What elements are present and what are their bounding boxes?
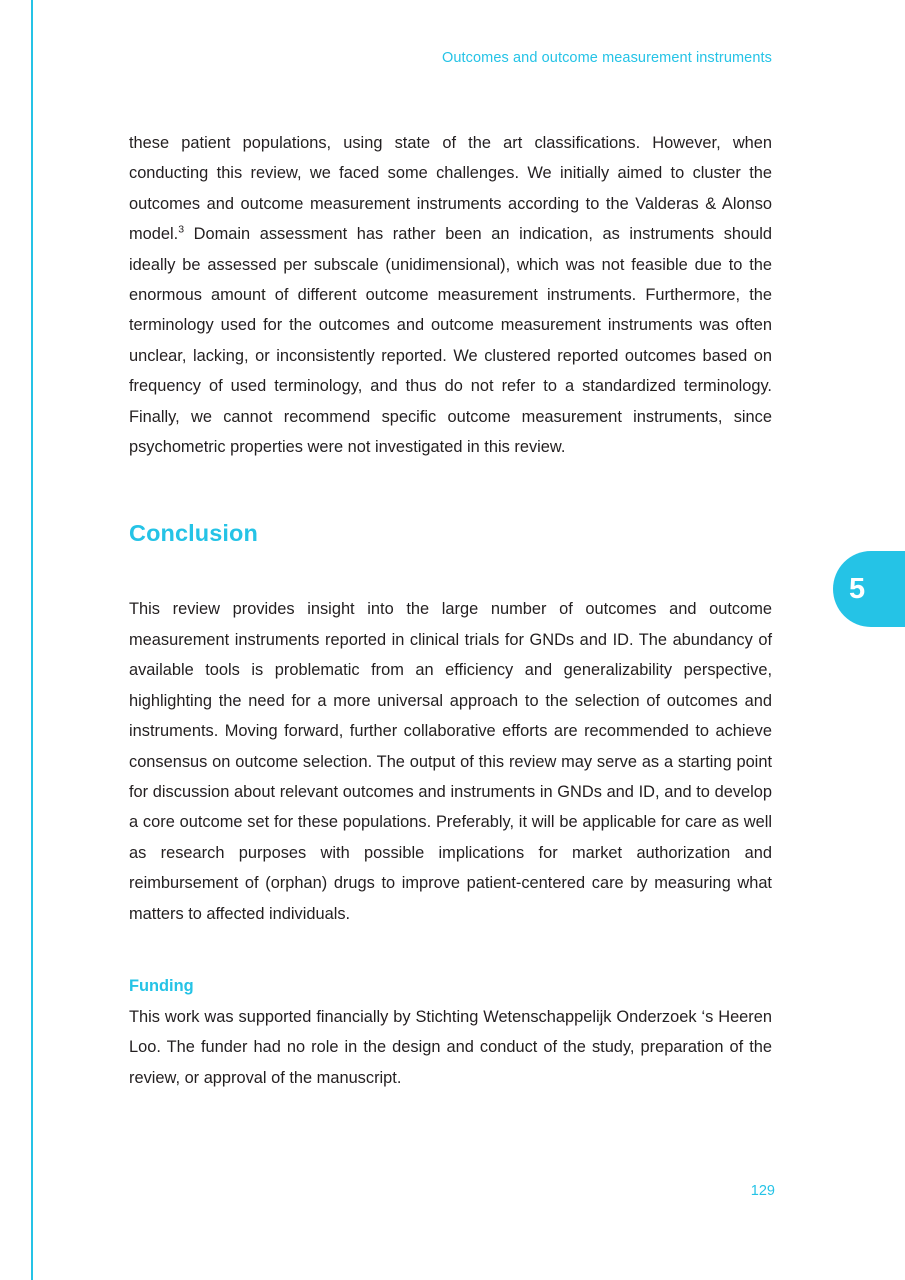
paragraph-funding: This work was supported financially by Stichting Wetenschappelijk Onderzoek ‘s Heeren Loo. The funder had no role in the design and conduct of the study, preparation of the review, or approval of the manuscript.	[129, 1007, 772, 1087]
page-number: 129	[750, 1183, 775, 1199]
paragraph-conclusion: This review provides insight into the large number of outcomes and outcome measurement instruments reported in clinical trials for GNDs and ID. The abundancy of available tools is problematic from an efficiency and generalizability perspective, highlighting the need for a more universal approach to the selection of outcomes and instruments. Moving forward, further collaborative efforts are recommended to achieve consensus on outcome selection. The output of this review may serve as a starting point for discussion about relevant outcomes and instruments in GNDs and ID, and to develop a core outcome set for these populations. Preferably, it will be applicable for care as well as research purposes with possible implications for market authorization and reimbursement of (orphan) drugs to improve patient-centered care by measuring what matters to affected individuals.	[129, 600, 772, 923]
paragraph-limitations-text-b: Domain assessment has rather been an indication, as instruments should ideally be assessed per subscale (unidimensional), which was not feasible due to the enormous amount of different outcome measurement instruments. Furthermore, the terminology used for the outcomes and outcome measurement instruments was often unclear, lacking, or inconsistently reported. We clustered reported outcomes based on frequency of used terminology, and thus do not refer to a standardized terminology. Finally, we cannot recommend specific outcome measurement instruments, since psychometric properties were not investigated in this review.	[129, 225, 772, 457]
spacer	[129, 929, 772, 977]
subsection-heading-funding: Funding	[129, 976, 194, 995]
paragraph-limitations	[129, 128, 772, 462]
running-head: Outcomes and outcome measurement instruments	[442, 50, 772, 66]
spacer	[129, 547, 772, 594]
left-margin-rule	[31, 0, 33, 1280]
section-heading-conclusion: Conclusion	[129, 520, 258, 547]
paragraph-limitations-text-a: these patient populations, using state of the art classifications. However, when conducting this review, we faced some challenges. We initially aimed to cluster the outcomes and outcome measurement instruments according to the Valderas & Alonso model.	[129, 134, 772, 244]
text-column	[129, 128, 772, 1093]
chapter-number-tab	[833, 551, 905, 627]
footnote-reference: 3	[178, 223, 185, 236]
spacer	[129, 462, 772, 520]
chapter-number-label: 5	[849, 572, 866, 605]
